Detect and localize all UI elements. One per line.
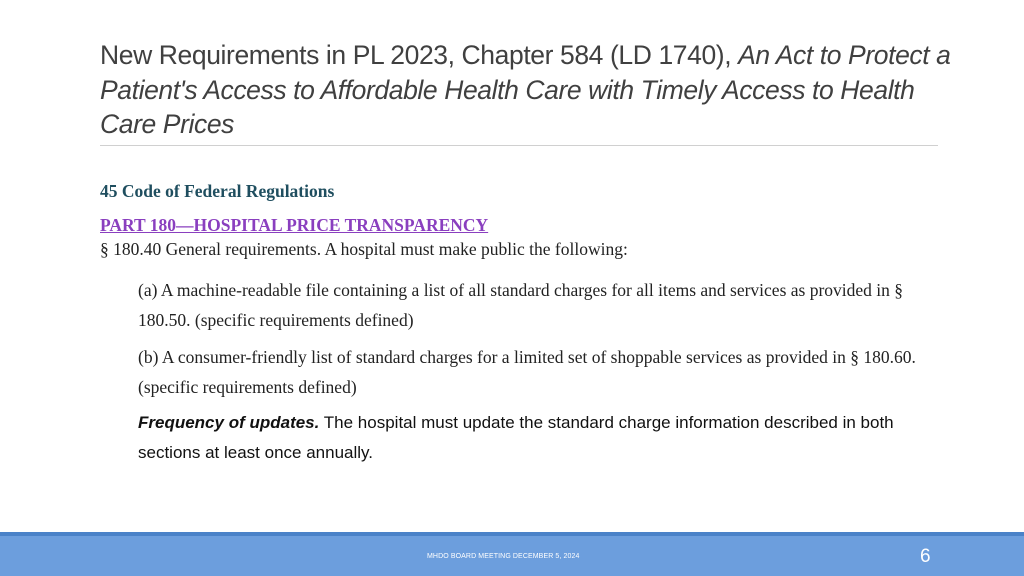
title-divider <box>100 145 938 146</box>
paragraph-a: (a) A machine-readable file containing a list of all standard charges for all items and services as provided in § 180.50. (specific requirements defined) <box>138 280 904 330</box>
frequency-of-updates <box>138 408 950 468</box>
slide-title-plain: New Requirements in PL 2023, Chapter 584 (LD 1740), <box>100 40 739 70</box>
paragraph-b: (b) A consumer-friendly list of standard charges for a limited set of shoppable services as provided in § 180.60. (specific requirements defined) <box>138 347 916 397</box>
footer-meeting-text: MHDO BOARD MEETING DECEMBER 5, 2024 <box>427 553 580 560</box>
slide-body <box>100 178 950 468</box>
footer-bar <box>0 536 1024 576</box>
frequency-text: The hospital must update the standard charge information described in both sections at least once annually. <box>138 413 894 462</box>
page-number: 6 <box>920 546 931 567</box>
cfr-heading: 45 Code of Federal Regulations <box>100 181 335 201</box>
slide-title <box>100 38 960 142</box>
slide-title-italic: An Act to Protect a Patient's Access to Affordable Health Care with Timely Access to Health Care Prices <box>100 40 951 139</box>
section-180-40-text: § 180.40 General requirements. A hospital must make public the following: <box>100 239 628 259</box>
frequency-label: Frequency of updates. <box>138 413 320 432</box>
part-180-link[interactable]: PART 180—HOSPITAL PRICE TRANSPARENCY <box>100 215 489 235</box>
